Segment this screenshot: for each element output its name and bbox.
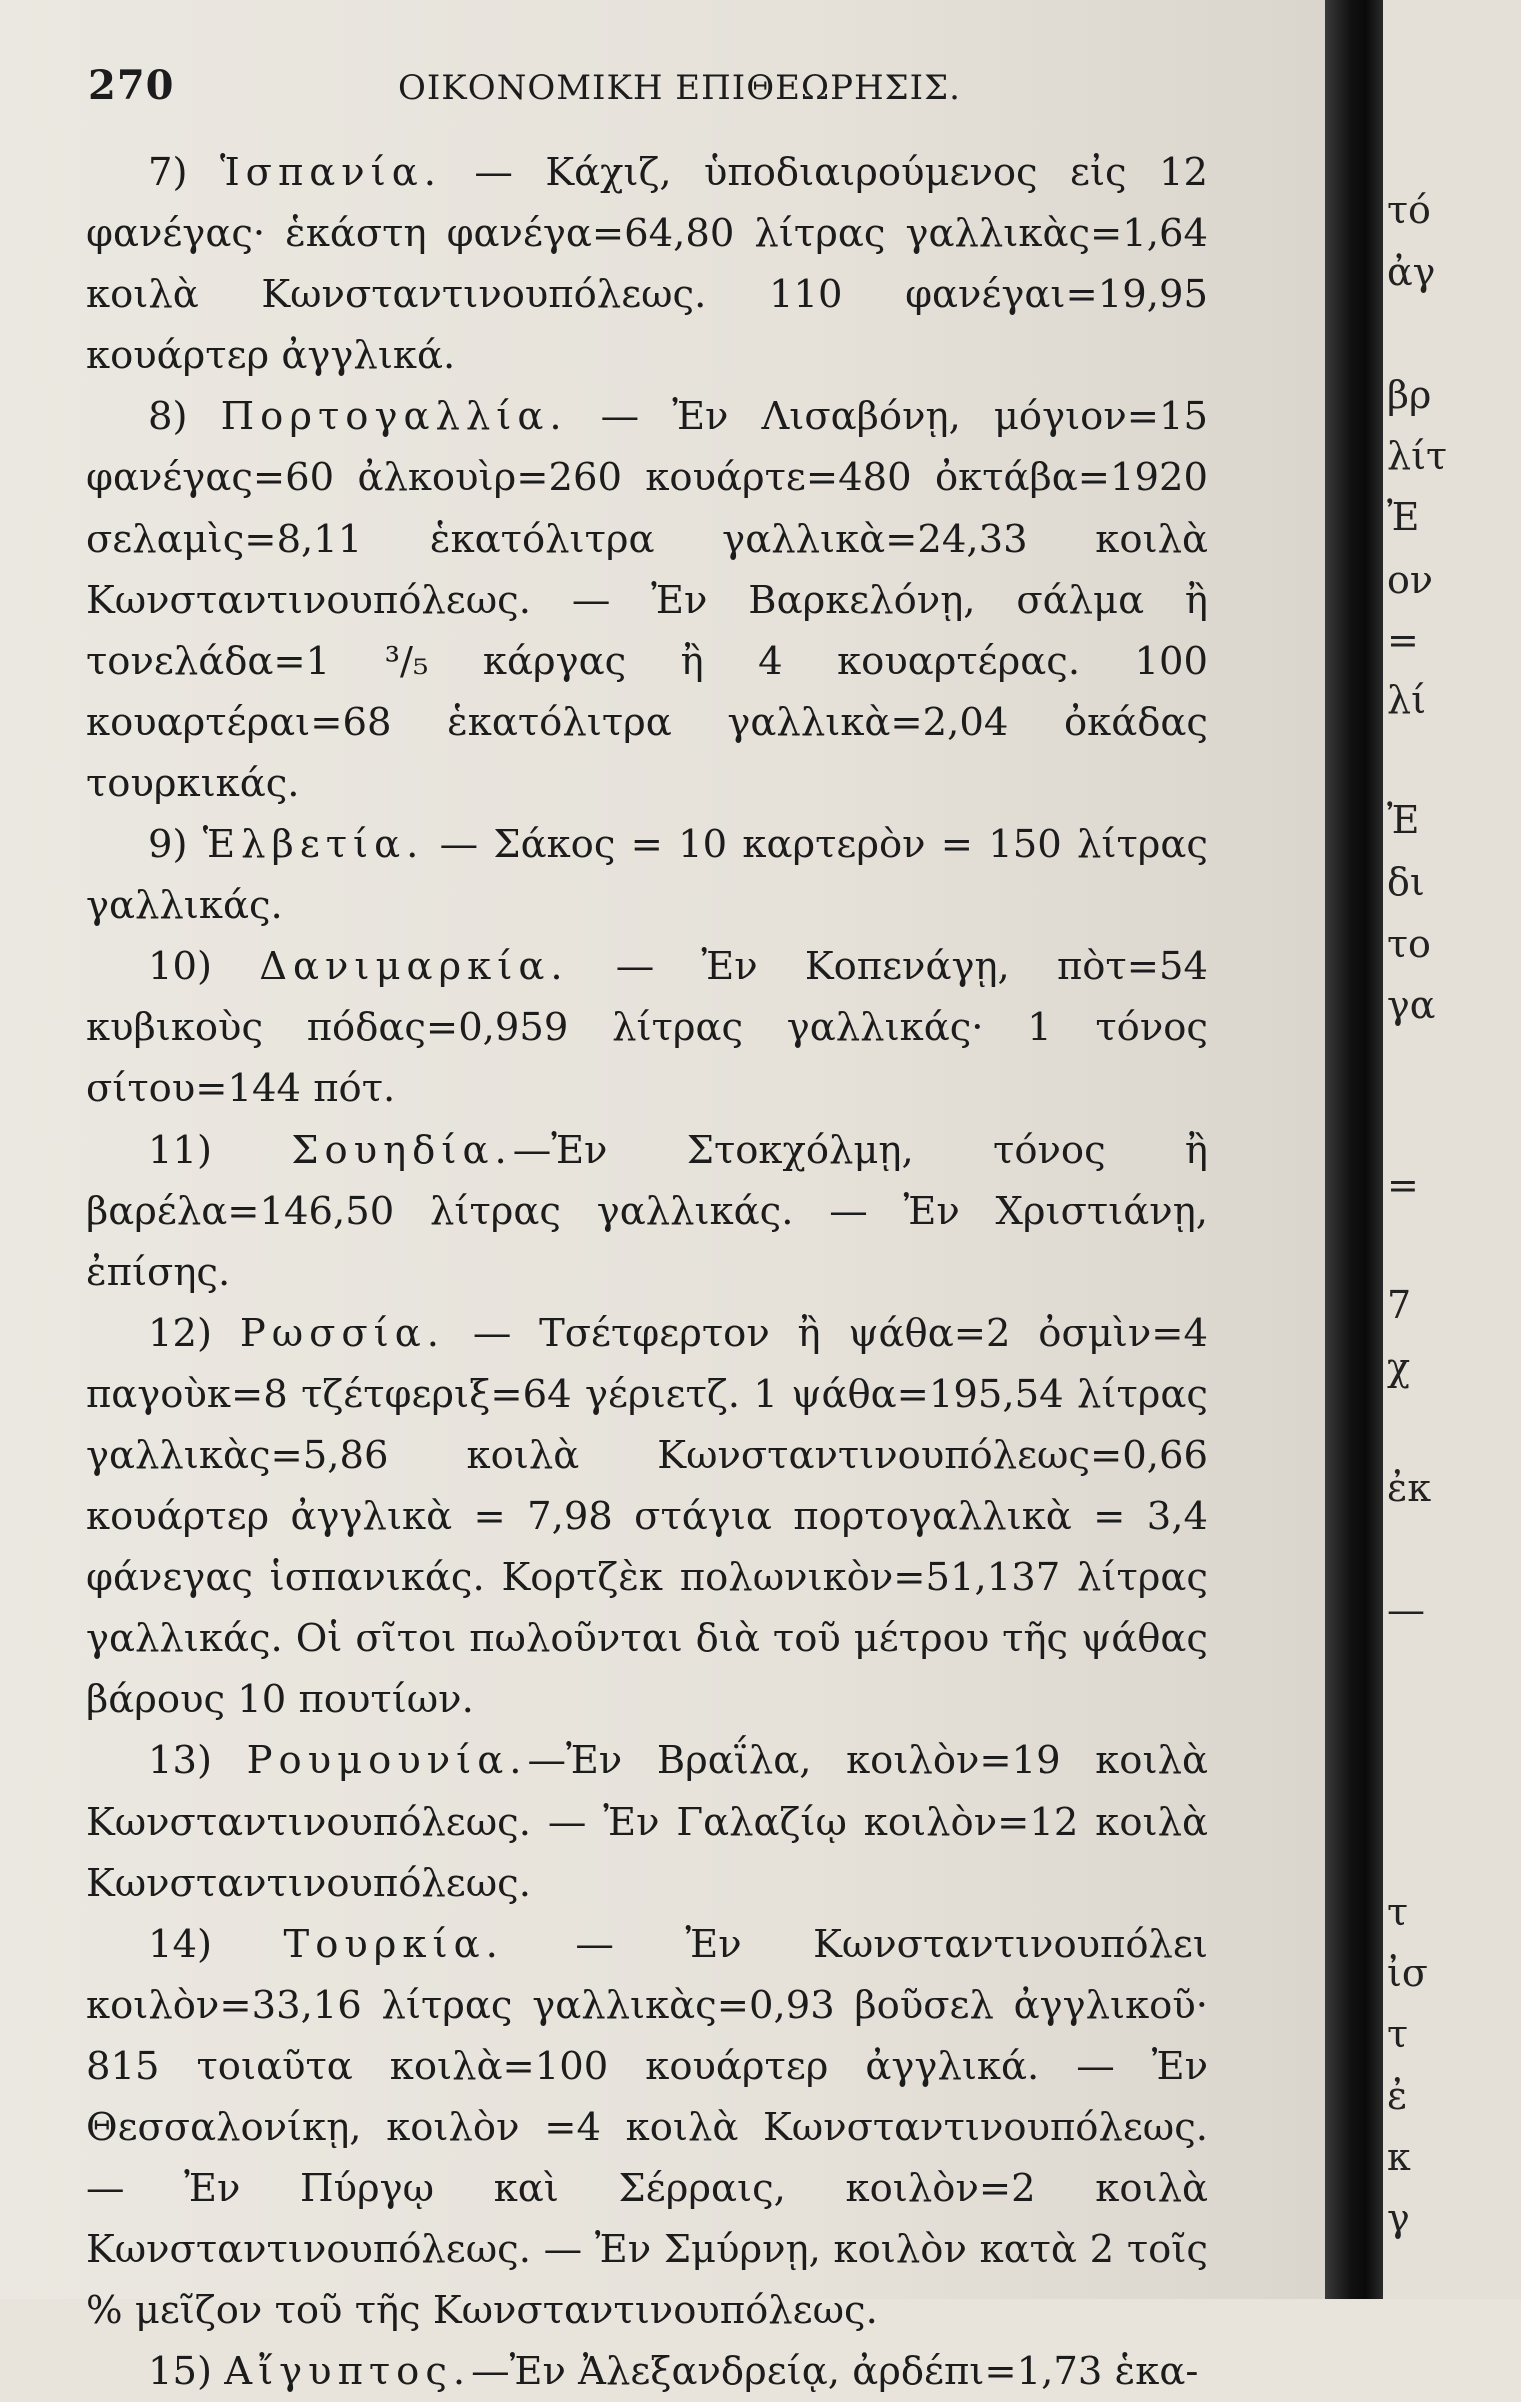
adjacent-page-edge (1383, 0, 1521, 2299)
country-name: Ἑλβετία. (202, 822, 425, 868)
page-number: 270 (88, 62, 175, 109)
edge-fragment: γα (1387, 983, 1436, 1027)
edge-fragment: λί (1387, 678, 1426, 722)
paragraph-text: — Σάκος = 10 καρτερὸν = 150 λίτρας γαλλικάς. (86, 822, 1208, 929)
country-name: Σουηδία. (291, 1127, 513, 1173)
edge-fragment: — (1387, 1588, 1425, 1632)
edge-fragment: τό (1387, 188, 1431, 232)
edge-fragment: ἐ (1387, 2074, 1408, 2118)
item-number: 13) (148, 1738, 213, 1784)
item-number: 15) (148, 2349, 213, 2395)
edge-fragment: Ἐ (1387, 798, 1420, 842)
paragraph-sweden (86, 1120, 1208, 1303)
edge-fragment: δι (1387, 860, 1425, 904)
item-number: 10) (148, 944, 213, 990)
edge-fragment: γ (1387, 2196, 1410, 2240)
edge-fragment: κ (1387, 2135, 1411, 2179)
edge-fragment: = (1387, 1163, 1419, 1207)
item-number: 12) (148, 1310, 213, 1356)
paragraph-spain (86, 142, 1208, 386)
paragraph-text: — Ἐν Κοπενάγῃ, πὸτ=54 κυβικοὺς πόδας=0,959 λίτρας γαλλικάς· 1 τόνος σίτου=144 πότ. (86, 944, 1208, 1112)
country-name: Πορτογαλλία. (220, 394, 568, 440)
edge-fragment: τ (1387, 1890, 1409, 1934)
country-name: Ἱσπανία. (219, 150, 442, 195)
paragraph-text: — Ἐν Κωνσταντινουπόλει κοιλὸν=33,16 λίτρας γαλλικὰς=0,93 βοῦσελ ἀγγλικοῦ· 815 τοιαῦτα κοιλὰ=100 κουάρτερ ἀγγλικά. — Ἐν Θεσσαλονίκῃ, κοιλὸν =4 κοιλὰ Κωνσταντινουπόλεως. — Ἐν Πύργῳ καὶ Σέρραις, κοιλὸν=2 κοιλὰ Κωνσταντινουπόλεως. — Ἐν Σμύρνῃ, κοιλὸν κατὰ 2 τοῖς % μεῖζον τοῦ τῆς Κωνσταντινουπόλεως. (86, 1921, 1208, 2334)
item-number: 14) (148, 1921, 213, 1967)
item-number: 11) (148, 1127, 213, 1173)
edge-fragment: ἐκ (1387, 1466, 1432, 1510)
paragraph-text: —Ἐν Στοκχόλμῃ, τόνος ἢ βαρέλα=146,50 λίτρας γαλλικάς. — Ἐν Χριστιάνῃ, ἐπίσης. (86, 1127, 1208, 1295)
item-number: 7) (148, 150, 188, 195)
paragraph-text: — Τσέτφερτον ἢ ψάθα=2 ὀσμὶν=4 παγοὺκ=8 τζέτφεριξ=64 γέριετζ. 1 ψάθα=195,54 λίτρας γαλλικὰς=5,86 κοιλὰ Κωνσταντινουπόλεως=0,66 κουάρτερ ἀγγλικὰ = 7,98 στάγια πορτογαλλικὰ = 3,4 φάνεγας ἱσπανικάς. Κορτζὲκ πολωνικὸν=51,137 λίτρας γαλλικάς. Οἱ σῖτοι πωλοῦνται διὰ τοῦ μέτρου τῆς ψάθας βάρους 10 πουτίων. (86, 1310, 1208, 1723)
paragraph-turkey (86, 1914, 1208, 2342)
paragraph-text: —Ἐν Ἀλεξανδρείᾳ, ἀρδέπι=1,73 ἑκα- (471, 2349, 1199, 2395)
country-name: Δανιμαρκία. (259, 944, 569, 990)
paragraph-russia (86, 1303, 1208, 1731)
edge-fragment: ον (1387, 558, 1433, 602)
country-name: Τουρκία. (283, 1921, 504, 1967)
page-header (88, 62, 1238, 122)
paragraph-denmark (86, 936, 1208, 1119)
paragraph-portugal (86, 386, 1208, 814)
paragraph-egypt (86, 2341, 1208, 2402)
edge-fragment: Ἐ (1387, 495, 1420, 539)
country-name: Αἴγυπτος. (224, 2349, 472, 2395)
paragraph-romania (86, 1730, 1208, 1913)
country-name: Ρωσσία. (239, 1310, 446, 1356)
edge-fragment: χ (1387, 1345, 1411, 1389)
book-gutter (1325, 0, 1383, 2299)
edge-fragment: 7 (1387, 1283, 1412, 1327)
edge-fragment: το (1387, 922, 1431, 966)
paragraph-text: — Κάχιζ, ὑποδιαιρούμενος εἰς 12 φανέγας· ἑκάστη φανέγα=64,80 λίτρας γαλλικὰς=1,64 κοιλὰ Κωνσταντινουπόλεως. 110 φανέγαι=19,95 κουάρτερ ἀγγλικά. (86, 150, 1209, 379)
paragraph-text: —Ἐν Βραΐλα, κοιλὸν=19 κοιλὰ Κωνσταντινουπόλεως. — Ἐν Γαλαζίῳ κοιλὸν=12 κοιλὰ Κωνσταντινουπόλεως. (86, 1738, 1208, 1906)
paragraph-text: — Ἐν Λισαβόνῃ, μόγιον=15 φανέγας=60 ἀλκουὶρ=260 κουάρτε=480 ὀκτάβα=1920 σελαμὶς=8,11 ἑκατόλιτρα γαλλικὰ=24,33 κοιλὰ Κωνσταντινουπόλεως. — Ἐν Βαρκελόνῃ, σάλμα ἢ τονελάδα=1 ³/₅ κάργας ἢ 4 κουαρτέρας. 100 κουαρτέραι=68 ἑκατόλιτρα γαλλικὰ=2,04 ὀκάδας τουρκικάς. (86, 394, 1209, 806)
paragraph-switzerland (86, 814, 1208, 936)
item-number: 9) (148, 822, 188, 868)
running-title: ΟΙΚΟΝΟΜΙΚΗ ΕΠΙΘΕΩΡΗΣΙΣ. (398, 68, 961, 108)
country-name: Ρουμουνία. (246, 1738, 528, 1784)
body-text (86, 142, 1208, 2402)
edge-fragment: λίτ (1387, 434, 1448, 478)
item-number: 8) (148, 394, 188, 440)
edge-fragment: τ (1387, 2012, 1409, 2056)
edge-fragment: ἰσ (1387, 1951, 1428, 1995)
edge-fragment: = (1387, 618, 1419, 662)
edge-fragment: βρ (1387, 373, 1432, 417)
edge-fragment: ἀγ (1387, 250, 1436, 294)
